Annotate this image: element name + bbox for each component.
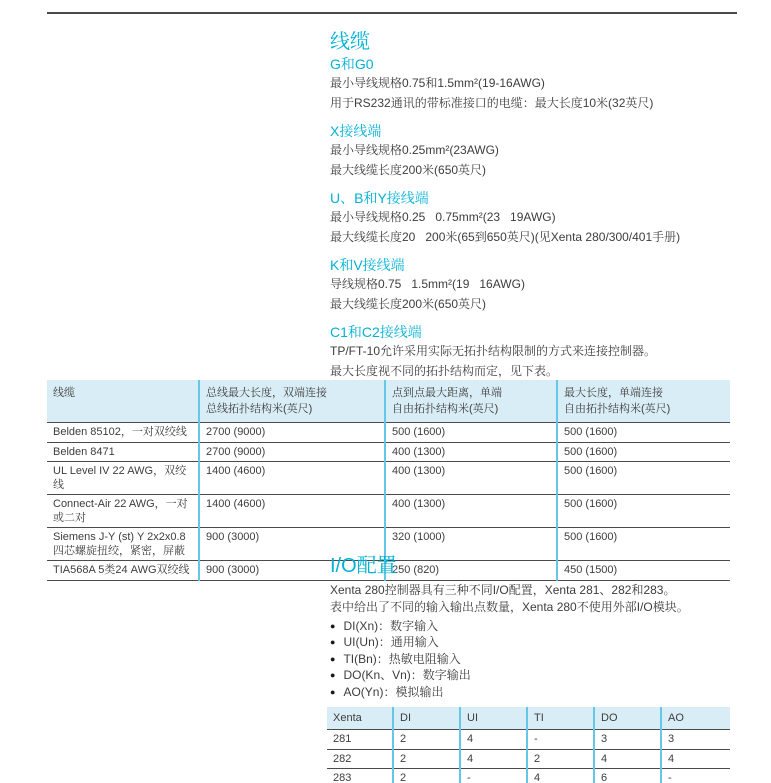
cell-do: 4 xyxy=(594,749,661,769)
spec-line: 最大线缆长度200米(650英尺) xyxy=(330,297,487,311)
io-bullet-list xyxy=(330,618,750,700)
col-header-text: 最大长度，单端连接 xyxy=(564,387,663,399)
cell-single-max: 500 (1600) xyxy=(557,462,730,495)
cell-ti: 4 xyxy=(527,769,594,783)
bullet-icon: ● xyxy=(330,621,336,631)
cell-single-max: 500 (1600) xyxy=(557,528,730,561)
col-header-ti: TI xyxy=(527,707,594,730)
spec-line: 最小导线规格0.75和1.5mm²(19-16AWG) xyxy=(330,76,545,90)
cell-bus-max: 1400 (4600) xyxy=(199,495,385,528)
cell-di: 2 xyxy=(393,769,460,783)
cell-p2p-max: 250 (820) xyxy=(385,561,557,581)
bullet-icon: ● xyxy=(330,686,336,697)
subsection-heading: X接线端 xyxy=(330,123,382,139)
cell-line: Siemens J-Y (st) Y 2x2x0.8 xyxy=(53,531,186,543)
cell-single-max: 450 (1500) xyxy=(557,561,730,581)
cell-p2p-max: 400 (1300) xyxy=(385,495,557,528)
bullet-icon: ● xyxy=(330,637,336,648)
cell-do: 3 xyxy=(594,730,661,750)
cell-cable-name: Belden 8471 xyxy=(47,442,199,462)
col-header-single-max xyxy=(557,380,730,423)
cell-p2p-max: 400 (1300) xyxy=(385,442,557,462)
table-row xyxy=(327,769,730,783)
table-row xyxy=(327,749,730,769)
col-header-cable xyxy=(47,380,199,423)
subsection-heading: G和G0 xyxy=(330,56,374,72)
col-header-text: 自由拓扑结构米(英尺) xyxy=(392,403,499,415)
cell-p2p-max: 320 (1000) xyxy=(385,528,557,561)
list-item xyxy=(330,667,750,683)
col-header-text: 线缆 xyxy=(53,387,75,399)
spec-line: TP/FT-10允许采用实际无拓扑结构限制的方式来连接控制器。 xyxy=(330,344,657,358)
col-header-ao: AO xyxy=(661,707,730,730)
io-paragraph xyxy=(330,582,750,616)
cell-bus-max: 2700 (9000) xyxy=(199,442,385,462)
bullet-icon: ● xyxy=(330,670,336,681)
list-item xyxy=(330,651,750,667)
table-row xyxy=(327,730,730,750)
col-header-text: 总线最大长度，双端连接 xyxy=(206,387,327,399)
subsection-x-terminal xyxy=(330,123,750,180)
cell-cable-name: Connect-Air 22 AWG，一对或二对 xyxy=(47,495,199,528)
cell-ao: 3 xyxy=(661,730,730,750)
spec-line: 用于RS232通讯的带标准接口的电缆：最大长度10米(32英尺) xyxy=(330,96,654,110)
cell-ui: 4 xyxy=(460,749,527,769)
col-header-ui: UI xyxy=(460,707,527,730)
cell-model: 283 xyxy=(327,769,393,783)
spec-line: 最大线缆长度200米(650英尺) xyxy=(330,163,487,177)
col-header-di: DI xyxy=(393,707,460,730)
cell-bus-max: 900 (3000) xyxy=(199,528,385,561)
cable-spec-table xyxy=(47,380,730,581)
col-header-text: 总线拓扑结构米(英尺) xyxy=(206,403,313,415)
cell-ui: 4 xyxy=(460,730,527,750)
col-header-do: DO xyxy=(594,707,661,730)
cable-section xyxy=(330,30,750,381)
io-section-title: I/O配置 xyxy=(330,555,397,577)
col-header-bus-max xyxy=(199,380,385,423)
spec-line: 最小导线规格0.25mm²(23AWG) xyxy=(330,143,499,157)
table-row xyxy=(47,423,730,443)
cell-single-max: 500 (1600) xyxy=(557,495,730,528)
paragraph-line: 表中给出了不同的输入输出点数量，Xenta 280不使用外部I/O模块。 xyxy=(330,600,689,614)
bullet-text: DI(Xn)：数字输入 xyxy=(343,619,439,633)
paragraph-line: Xenta 280控制器具有三种不同I/O配置，Xenta 281、282和283。 xyxy=(330,583,676,597)
cell-p2p-max: 500 (1600) xyxy=(385,423,557,443)
subsection-uby-terminal xyxy=(330,190,750,247)
spec-line: 导线规格0.75 1.5mm²(19 16AWG) xyxy=(330,277,525,291)
col-header-text: 点到点最大距离，单端 xyxy=(392,387,502,399)
subsection-kv-terminal xyxy=(330,257,750,314)
list-item xyxy=(330,684,750,700)
cell-line: 四芯螺旋扭绞，紧密，屏蔽 xyxy=(53,544,185,557)
subsection-heading: C1和C2接线端 xyxy=(330,324,422,340)
list-item xyxy=(330,634,750,650)
subsection-heading: U、B和Y接线端 xyxy=(330,190,429,206)
cell-cable-name: TIA568A 5类24 AWG双绞线 xyxy=(47,561,199,581)
cell-ui: - xyxy=(460,769,527,783)
table-row xyxy=(47,442,730,462)
cell-cable-name: UL Level IV 22 AWG，双绞线 xyxy=(47,462,199,495)
cell-single-max: 500 (1600) xyxy=(557,423,730,443)
bullet-text: DO(Kn、Vn)：数字输出 xyxy=(343,668,471,683)
cell-model: 282 xyxy=(327,749,393,769)
page-top-rule xyxy=(47,12,737,14)
cell-ti: 2 xyxy=(527,749,594,769)
cell-bus-max: 1400 (4600) xyxy=(199,462,385,495)
spec-line: 最大长度视不同的拓扑结构而定，见下表。 xyxy=(330,364,559,378)
col-header-text: 自由拓扑结构米(英尺) xyxy=(564,403,671,415)
bullet-text: TI(Bn)：热敏电阻输入 xyxy=(343,651,461,666)
cell-single-max: 500 (1600) xyxy=(557,442,730,462)
io-table-header-row xyxy=(327,707,730,730)
cable-section-title: 线缆 xyxy=(330,31,370,53)
col-header-xenta: Xenta xyxy=(327,707,393,730)
table-row xyxy=(47,495,730,528)
cell-ao: 4 xyxy=(661,749,730,769)
subsection-heading: K和V接线端 xyxy=(330,257,405,273)
bullet-text: AO(Yn)：模拟输出 xyxy=(343,684,444,699)
cell-di: 2 xyxy=(393,730,460,750)
spec-line: 最大线缆长度20 200米(65到650英尺)(见Xenta 280/300/401手册) xyxy=(330,230,681,244)
cell-do: 6 xyxy=(594,769,661,783)
subsection-g-g0 xyxy=(330,56,750,113)
cable-table-header-row xyxy=(47,380,730,423)
cell-model: 281 xyxy=(327,730,393,750)
cell-bus-max: 900 (3000) xyxy=(199,561,385,581)
cell-di: 2 xyxy=(393,749,460,769)
table-row xyxy=(47,462,730,495)
bullet-icon: ● xyxy=(330,653,336,664)
list-item xyxy=(330,618,750,634)
col-header-p2p-max xyxy=(385,380,557,423)
subsection-c1c2-terminal xyxy=(330,324,750,381)
io-config-table xyxy=(327,707,730,783)
cell-cable-name xyxy=(47,528,199,561)
cell-bus-max: 2700 (9000) xyxy=(199,423,385,443)
io-section xyxy=(330,554,750,700)
cell-cable-name: Belden 85102，一对双绞线 xyxy=(47,423,199,443)
cell-p2p-max: 400 (1300) xyxy=(385,462,557,495)
cell-ti: - xyxy=(527,730,594,750)
bullet-text: UI(Un)：通用输入 xyxy=(343,635,439,650)
cell-ao: - xyxy=(661,769,730,783)
spec-line: 最小导线规格0.25 0.75mm²(23 19AWG) xyxy=(330,210,556,224)
